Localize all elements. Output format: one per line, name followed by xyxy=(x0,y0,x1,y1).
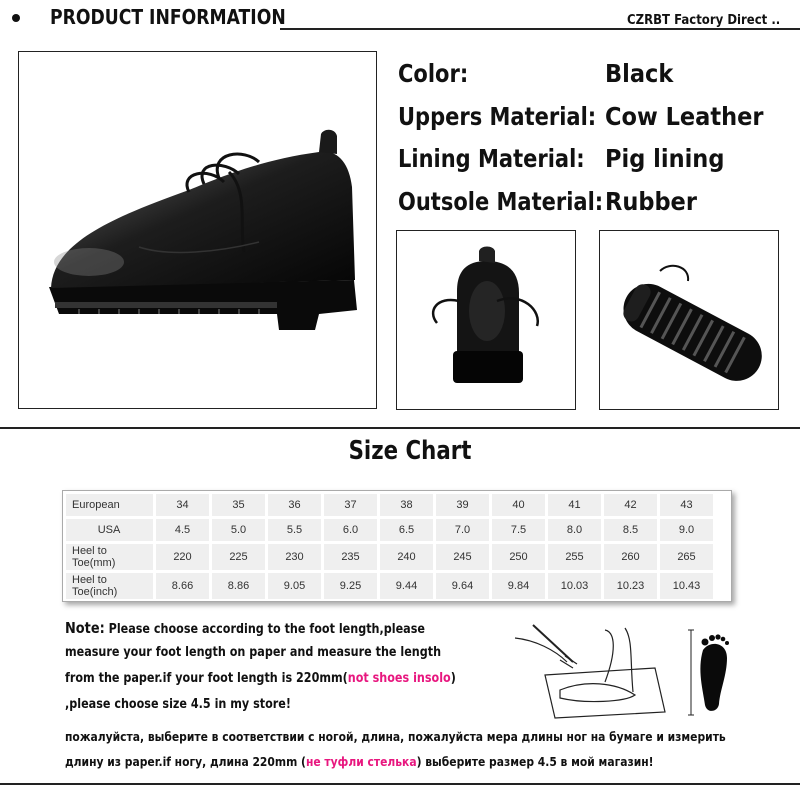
color-value: Black xyxy=(605,59,674,88)
note-highlight: not shoes insolo xyxy=(347,671,451,686)
table-cell: 9.05 xyxy=(268,573,321,599)
table-cell: 6.0 xyxy=(324,519,377,541)
table-cell: 8.5 xyxy=(604,519,657,541)
table-cell: 8.66 xyxy=(156,573,209,599)
outsole-material-label: Outsole Material: xyxy=(398,187,604,216)
lining-material-value: Pig lining xyxy=(605,144,725,173)
note-ru-highlight: не туфли стелька xyxy=(305,754,417,769)
note-ru-line-1: пожалуйста, выберите в соответствии с ногой, длина, пожалуйста мера длины ног на бумаге и измерить xyxy=(65,729,726,744)
table-cell: 41 xyxy=(548,494,601,516)
table-cell: 255 xyxy=(548,544,601,570)
header-divider xyxy=(280,28,800,30)
table-cell: 245 xyxy=(436,544,489,570)
table-cell: 240 xyxy=(380,544,433,570)
table-cell: 8.86 xyxy=(212,573,265,599)
table-cell: 37 xyxy=(324,494,377,516)
table-cell: 5.5 xyxy=(268,519,321,541)
table-cell: 265 xyxy=(660,544,713,570)
uppers-material-value: Cow Leather xyxy=(605,102,764,131)
row-label: European xyxy=(66,494,153,516)
table-cell: 35 xyxy=(212,494,265,516)
sole-view-image xyxy=(599,230,779,410)
table-cell: 9.64 xyxy=(436,573,489,599)
table-cell: 7.5 xyxy=(492,519,545,541)
table-row xyxy=(66,494,713,516)
table-cell: 6.5 xyxy=(380,519,433,541)
table-cell: 10.23 xyxy=(604,573,657,599)
size-chart-title: Size Chart xyxy=(348,436,472,466)
note-line-1 xyxy=(65,619,425,637)
table-row xyxy=(66,573,713,599)
note-text-3: from the paper.if your foot length is 220mm( xyxy=(65,671,348,686)
color-label: Color: xyxy=(398,59,469,88)
page-title: PRODUCT INFORMATION xyxy=(50,5,286,29)
table-cell: 7.0 xyxy=(436,519,489,541)
table-cell: 9.25 xyxy=(324,573,377,599)
note-ru-text-2-end: ) выберите размер 4.5 в мой магазин! xyxy=(416,754,654,769)
row-label: USA xyxy=(66,519,153,541)
table-cell: 43 xyxy=(660,494,713,516)
table-cell: 4.5 xyxy=(156,519,209,541)
bottom-divider xyxy=(0,783,800,785)
table-cell: 235 xyxy=(324,544,377,570)
note-ru-text-2: длину из paper.if ногу, длина 220mm ( xyxy=(65,754,306,769)
table-cell: 8.0 xyxy=(548,519,601,541)
table-cell: 34 xyxy=(156,494,209,516)
note-line-2: measure your foot length on paper and measure the length xyxy=(65,645,442,660)
note-prefix: Note: xyxy=(65,619,105,637)
table-cell: 225 xyxy=(212,544,265,570)
table-cell: 250 xyxy=(492,544,545,570)
table-cell: 38 xyxy=(380,494,433,516)
table-row xyxy=(66,519,713,541)
brand-label: CZRBT Factory Direct .. xyxy=(626,13,780,28)
table-cell: 42 xyxy=(604,494,657,516)
note-line-4: ,please choose size 4.5 in my store! xyxy=(65,697,291,712)
table-cell: 36 xyxy=(268,494,321,516)
outsole-material-value: Rubber xyxy=(605,187,697,216)
table-cell: 39 xyxy=(436,494,489,516)
main-product-image xyxy=(18,51,377,409)
table-cell: 9.0 xyxy=(660,519,713,541)
size-chart-table xyxy=(62,490,732,602)
table-cell: 10.43 xyxy=(660,573,713,599)
note-ru-line-2 xyxy=(65,754,654,769)
note-line-3 xyxy=(65,671,456,686)
uppers-material-label: Uppers Material: xyxy=(398,102,597,131)
table-cell: 40 xyxy=(492,494,545,516)
table-cell: 9.84 xyxy=(492,573,545,599)
table-cell: 230 xyxy=(268,544,321,570)
section-divider xyxy=(0,427,800,429)
table-row xyxy=(66,544,713,570)
bullet-dot-icon xyxy=(12,14,20,22)
back-view-image xyxy=(396,230,576,410)
note-text-1: Please choose according to the foot length,please xyxy=(104,622,425,637)
lining-material-label: Lining Material: xyxy=(398,144,585,173)
table-cell: 9.44 xyxy=(380,573,433,599)
note-text-3-end: ) xyxy=(450,671,456,686)
table-cell: 5.0 xyxy=(212,519,265,541)
table-cell: 220 xyxy=(156,544,209,570)
row-label: Heel to Toe(mm) xyxy=(66,544,153,570)
foot-measure-illustration xyxy=(505,620,745,720)
table-cell: 260 xyxy=(604,544,657,570)
row-label: Heel to Toe(inch) xyxy=(66,573,153,599)
table-cell: 10.03 xyxy=(548,573,601,599)
